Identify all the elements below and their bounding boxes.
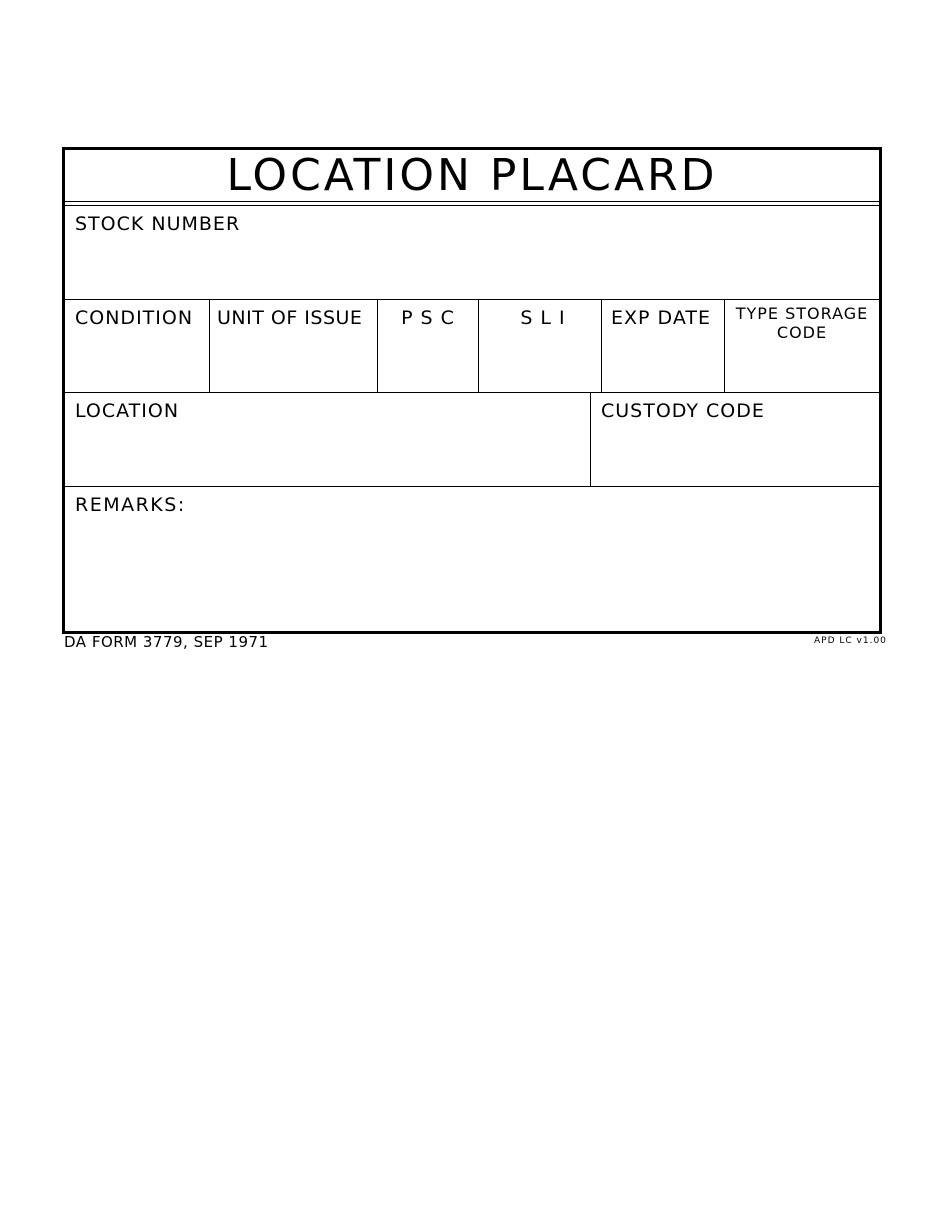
location-placard-form <box>62 147 882 634</box>
custody-code-label: CUSTODY CODE <box>601 400 765 422</box>
form-identifier: DA FORM 3779, SEP 1971 <box>64 633 269 651</box>
type-storage-code-label-line2: CODE <box>776 323 828 342</box>
location-row <box>65 393 879 487</box>
form-title: LOCATION PLACARD <box>226 150 718 201</box>
psc-field[interactable] <box>377 300 478 392</box>
version-label: APD LC v1.00 <box>814 636 887 646</box>
psc-label: P S C <box>401 307 455 329</box>
location-field[interactable] <box>65 393 590 486</box>
exp-date-label: EXP DATE <box>611 307 711 329</box>
condition-field[interactable] <box>65 300 209 392</box>
remarks-label: REMARKS: <box>75 494 186 516</box>
condition-row <box>65 300 879 393</box>
title-row <box>65 150 879 202</box>
remarks-field[interactable] <box>65 487 879 634</box>
type-storage-code-label-line1: TYPE STORAGE <box>735 304 869 323</box>
type-storage-code-field[interactable] <box>724 300 879 392</box>
location-label: LOCATION <box>75 400 180 422</box>
unit-of-issue-label: UNIT OF ISSUE <box>217 307 363 329</box>
stock-number-field[interactable] <box>65 206 879 300</box>
custody-code-field[interactable] <box>590 393 879 486</box>
unit-of-issue-field[interactable] <box>209 300 377 392</box>
sli-field[interactable] <box>478 300 601 392</box>
exp-date-field[interactable] <box>601 300 724 392</box>
stock-number-label: STOCK NUMBER <box>75 213 241 235</box>
condition-label: CONDITION <box>75 307 194 329</box>
sli-label: S L I <box>520 307 566 329</box>
